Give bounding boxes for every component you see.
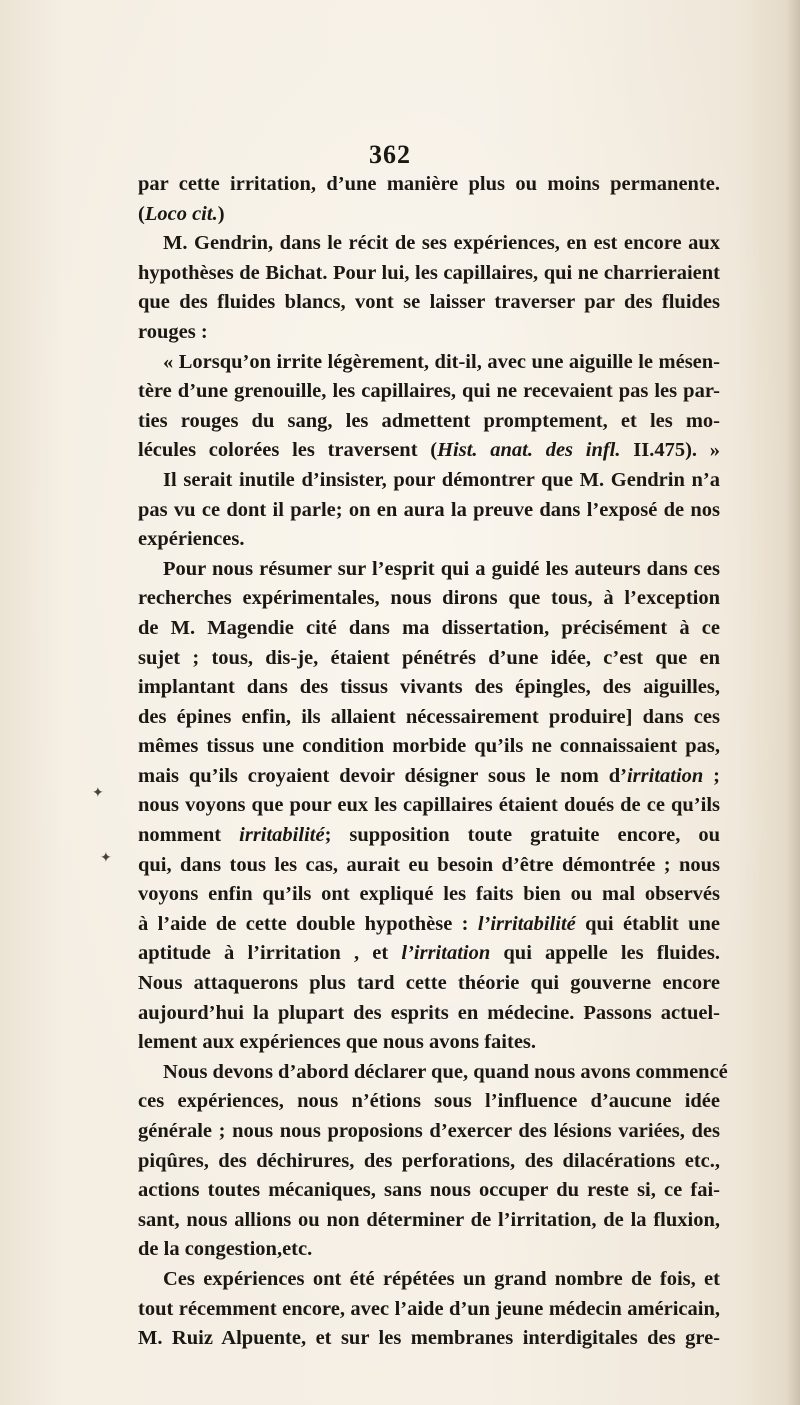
text-line: expériences.: [138, 528, 245, 551]
text-line: tout récemment encore, avec l’aide d’un jeune médecin américain,: [138, 1297, 720, 1320]
text-line: « Lorsqu’on irrite légèrement, dit-il, avec une aiguille le mésen-: [163, 350, 720, 373]
text-line: lement aux expériences que nous avons faites.: [138, 1031, 537, 1054]
text-line: par cette irritation, d’une manière plus ou moins permanente.: [138, 173, 720, 195]
text-line: Il serait inutile d’insister, pour démontrer que M. Gendrin n’a: [163, 468, 720, 491]
text-line: mais qu’ils croyaient devoir désigner sous le nom d’irritation ;: [138, 764, 721, 787]
text-line: actions toutes mécaniques, sans nous occuper du reste si, ce fai-: [138, 1179, 720, 1202]
text-line: générale ; nous nous proposions d’exercer des lésions variées, des: [138, 1120, 720, 1142]
text-line: Nous devons d’abord déclarer que, quand nous avons commencé: [163, 1060, 728, 1083]
text-line: à l’aide de cette double hypothèse : l’irritabilité qui établit une: [138, 912, 720, 935]
text-line: (Loco cit.): [138, 202, 225, 225]
text-line: aptitude à l’irritation , et l’irritation qui appelle les fluides.: [138, 942, 720, 965]
text-line: implantant dans des tissus vivants des épingles, des aiguilles,: [138, 676, 720, 699]
text-line: aujourd’hui la plupart des esprits en médecine. Passons actuel-: [138, 1001, 720, 1024]
text-line: qui, dans tous les cas, aurait eu besoin d’être démontrée ; nous: [138, 853, 720, 876]
text-line: mêmes tissus une condition morbide qu’ils ne connaissaient pas,: [138, 735, 720, 758]
text-line: piqûres, des déchirures, des perforations, des dilacérations etc.,: [138, 1149, 720, 1172]
text-line: que des fluides blancs, vont se laisser traverser par des fluides: [138, 291, 720, 314]
ink-blot-icon: ✦: [100, 851, 112, 866]
text-line: de M. Magendie cité dans ma dissertation, précisément à ce: [138, 616, 720, 639]
text-line: des épines enfin, ils allaient nécessairement produire] dans ces: [138, 705, 720, 728]
text-line: ties rouges du sang, les admettent promptement, et les mo-: [138, 409, 720, 432]
text-line: hypothèses de Bichat. Pour lui, les capillaires, qui ne charrieraient: [138, 261, 720, 284]
text-line: sant, nous allions ou non déterminer de l’irritation, de la fluxion,: [138, 1208, 720, 1231]
text-line: recherches expérimentales, nous dirons que tous, à l’exception: [138, 587, 720, 610]
text-line: de la congestion,etc.: [138, 1238, 313, 1261]
text-line: Pour nous résumer sur l’esprit qui a guidé les auteurs dans ces: [163, 557, 720, 580]
text-line: nomment irritabilité; supposition toute gratuite encore, ou: [138, 824, 720, 847]
text-line: Ces expériences ont été répétées un grand nombre de fois, et: [163, 1267, 720, 1290]
term-irritation: irritation: [626, 764, 704, 787]
ink-blot-icon: ✦: [92, 786, 104, 801]
text-line: voyons enfin qu’ils ont expliqué les faits bien ou mal observés: [138, 883, 720, 906]
text-line: rouges :: [138, 320, 208, 343]
citation-loco-cit: Loco cit.: [144, 202, 218, 225]
page-edge-shadow: [786, 0, 800, 1405]
text-line: sujet ; tous, dis-je, étaient pénétrés d’une idée, c’est que en: [138, 646, 720, 669]
page-number: 362: [369, 140, 411, 169]
term-irritabilite-def: l’irritabilité: [477, 912, 576, 935]
text-line: M. Ruiz Alpuente, et sur les membranes interdigitales des gre-: [138, 1327, 720, 1350]
text-line: Nous attaquerons plus tard cette théorie qui gouverne encore: [138, 972, 720, 995]
text-line: M. Gendrin, dans le récit de ses expériences, en est encore aux: [163, 232, 720, 255]
citation-hist-anat: Hist. anat. des infl.: [437, 439, 621, 462]
text-line: tère d’une grenouille, les capillaires, qui ne recevaient pas les par-: [138, 380, 720, 403]
text-line: lécules colorées les traversent (Hist. anat. des infl. II.475). »: [138, 439, 721, 462]
text-line: pas vu ce dont il parle; on en aura la preuve dans l’exposé de nos: [138, 498, 720, 521]
term-irritabilite: irritabilité: [239, 824, 325, 847]
term-irritation-def: l’irritation: [401, 942, 491, 965]
text-line: ces expériences, nous n’étions sous l’influence d’aucune idée: [138, 1090, 720, 1113]
text-line: nous voyons que pour eux les capillaires étaient doués de ce qu’ils: [138, 794, 720, 817]
body-text: [138, 170, 728, 1354]
